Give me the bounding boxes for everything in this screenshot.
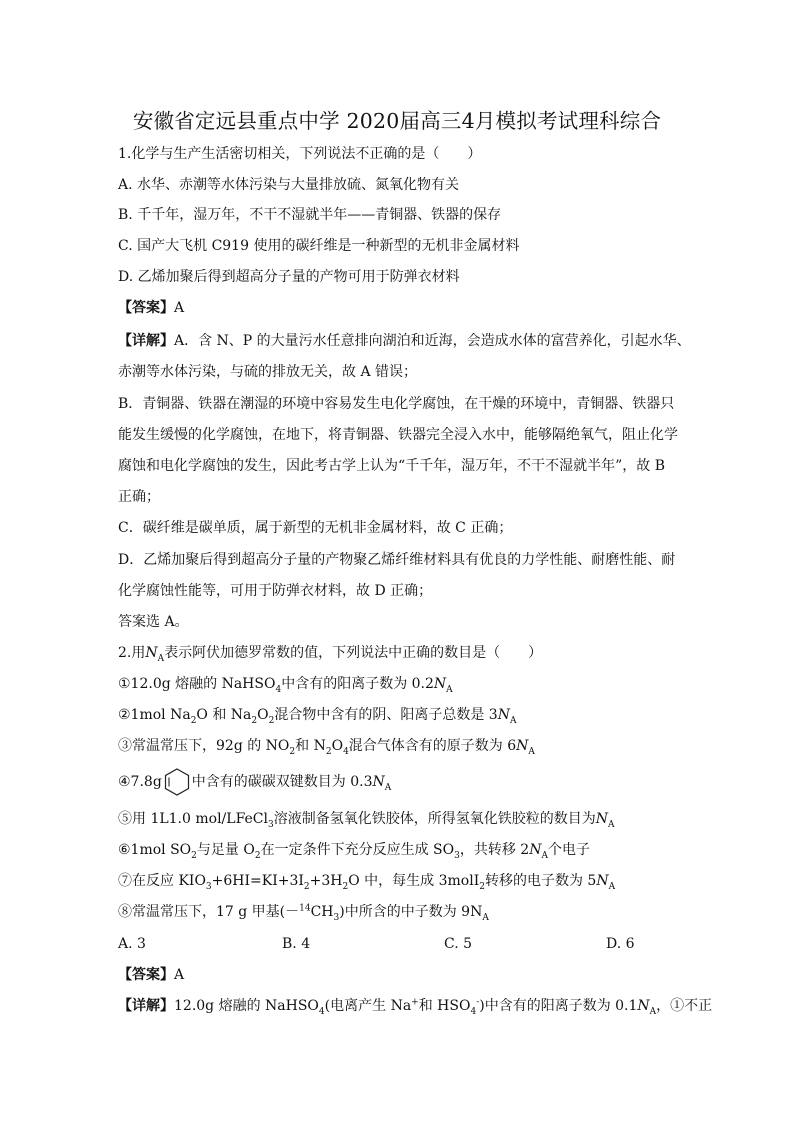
q2-item-1-na: N xyxy=(433,676,447,692)
q2-item-6-text-a: ⑥1mol SO xyxy=(118,842,192,858)
q2-item-6-text-h: 个电子 xyxy=(547,842,590,858)
q2-item-8-text-a: ⑧常温常压下，17 g 甲基(－ xyxy=(118,904,300,920)
q2-item-8-na-sub: A xyxy=(482,912,489,923)
q2-item-2-text-e: O xyxy=(257,707,269,723)
q1-detail-line-9: 化学腐蚀性能等，可用于防弹衣材料，故 D 正确； xyxy=(118,583,433,599)
q1-option-c: C. 国产大飞机 C919 使用的碳纤维是一种新型的无机非金属材料 xyxy=(118,238,520,254)
q2-item-6-sub-f: 3 xyxy=(454,850,460,861)
q1-answer-label: 【答案】 xyxy=(118,300,174,316)
q2-item-5 xyxy=(118,809,614,829)
q2-item-6 xyxy=(118,840,590,860)
q2-detail-text-c: (电离产生 Na xyxy=(324,998,412,1014)
q2-answer xyxy=(118,965,184,985)
q2-item-6-text-g: ，共转移 2 xyxy=(459,842,530,858)
q1-answer xyxy=(118,298,184,318)
q2-item-4-text-a: ④7.8g xyxy=(118,774,162,790)
q2-item-2-text-g: 混合物中含有的阴、阳离子总数是 3 xyxy=(274,707,498,723)
page-title: 安徽省定远县重点中学 2020届高三4月模拟考试理科综合 xyxy=(132,109,662,133)
q2-item-7-sub-h: 2 xyxy=(479,881,485,892)
q2-item-7-text-e: +3H xyxy=(309,873,343,889)
q2-stem-pre: 2.用 xyxy=(118,645,146,661)
q2-item-8-text-e: )中所含的中子数为 9N xyxy=(339,904,483,920)
q2-item-7-text-a: ⑦在反应 KIO xyxy=(118,873,206,889)
q2-detail-text-e: 和 HSO xyxy=(418,998,471,1014)
q1-detail-line-8: D．乙烯加聚后得到超高分子量的产物聚乙烯纤维材料具有优良的力学性能、耐磨性能、耐 xyxy=(118,552,676,568)
q2-detail-sub-b: 4 xyxy=(318,1006,325,1017)
q2-detail-text-i: ，①不正 xyxy=(656,998,713,1014)
q2-item-1-text-c: 中含有的阳离子数为 0.2 xyxy=(281,676,434,692)
q2-item-3 xyxy=(118,736,535,756)
q2-item-1-sub: 4 xyxy=(275,684,282,695)
q2-item-2-sub-d: 2 xyxy=(251,715,258,726)
q2-item-7-sub-b: 3 xyxy=(205,881,212,892)
q2-detail-text-h: )中含有的阳离子数为 0.1 xyxy=(479,998,638,1014)
q1-detail-line-1 xyxy=(118,331,691,351)
q2-item-6-sub-d: 2 xyxy=(254,850,261,861)
q2-item-3-text-c: 和 N xyxy=(295,738,326,754)
q2-option-a: A. 3 xyxy=(118,936,146,952)
q2-item-2-na-sub: A xyxy=(509,715,517,726)
q2-item-4-text-b: 中含有的碳碳双键数目为 0.3 xyxy=(191,774,373,790)
q2-item-2 xyxy=(118,705,516,725)
q2-option-b: B. 4 xyxy=(282,936,311,952)
q2-item-3-na: N xyxy=(516,738,529,754)
q2-detail-sup-d: + xyxy=(411,997,419,1008)
q1-detail-line-6: 正确； xyxy=(118,489,160,505)
q1-detail-line-4: 能发生缓慢的化学腐蚀，在地下，将青铜器、铁器完全浸入水中，能够隔绝氧气，阻止化学 xyxy=(118,427,678,443)
q2-item-1-text-a: ①12.0g 熔融的 NaHSO xyxy=(118,676,276,692)
q2-item-2-text-a: ②1mol Na xyxy=(118,707,191,723)
q2-item-7-text-g: O 中，每生成 3molI xyxy=(348,873,480,889)
q2-answer-label: 【答案】 xyxy=(118,967,174,983)
q1-detail-line-5: 腐蚀和电化学腐蚀的发生，因此考古学上认为“千千年，湿万年，不干不湿就半年”，故 B xyxy=(118,458,666,474)
q2-item-2-text-c: O 和 Na xyxy=(196,707,252,723)
q1-stem: 1.化学与生产生活密切相关，下列说法不正确的是（ ） xyxy=(118,146,482,162)
q2-item-1-na-sub: A xyxy=(446,684,453,695)
q2-item-5-na-sub: A xyxy=(607,819,615,830)
q2-item-7-sub-f: 2 xyxy=(342,881,349,892)
q2-item-7 xyxy=(118,871,615,891)
q2-item-3-sub-b: 2 xyxy=(289,746,296,757)
q2-item-8-sup-b: 14 xyxy=(299,903,311,914)
q2-item-6-text-e: 在一定条件下充分反应生成 SO xyxy=(260,842,455,858)
q2-item-7-sub-d: 2 xyxy=(303,881,310,892)
q2-item-3-text-g: 混合气体含有的原子数为 6 xyxy=(348,738,517,754)
q1-detail-line-7: C．碳纤维是碳单质，属于新型的无机非金属材料，故 C 正确； xyxy=(118,520,513,536)
q2-item-1 xyxy=(118,674,453,694)
q2-item-8-sub-d: 3 xyxy=(333,912,340,923)
q2-detail-label: 【详解】 xyxy=(118,998,174,1014)
q2-item-7-na: N xyxy=(596,873,609,889)
q2-item-6-na-sub: A xyxy=(541,850,548,861)
q2-item-3-sub-d: 2 xyxy=(325,746,332,757)
q1-answer-value: A xyxy=(174,300,185,316)
q2-item-6-text-c: 与足量 O xyxy=(196,842,255,858)
q2-item-6-sub-b: 2 xyxy=(191,850,197,861)
q2-detail-sup-g: - xyxy=(476,997,480,1008)
q2-item-7-text-c: +6HI=KI+3I xyxy=(211,873,304,889)
q2-stem xyxy=(118,643,542,663)
q1-option-b: B. 千千年，湿万年，不干不湿就半年——青铜器、铁器的保存 xyxy=(118,207,502,223)
q2-item-4-na: N xyxy=(372,774,385,790)
q2-item-7-text-i: 转移的电子数为 5 xyxy=(484,873,597,889)
q2-item-5-text-a: ⑤用 1L1.0 mol/LFeCl xyxy=(118,811,268,827)
q2-option-d: D. 6 xyxy=(606,936,635,952)
q1-detail-text: A．含 N、P 的大量污水任意排向湖泊和近海，会造成水体的富营养化，引起水华、 xyxy=(174,333,691,349)
q2-item-2-sub-b: 2 xyxy=(190,715,197,726)
q1-option-d: D. 乙烯加聚后得到超高分子量的产物可用于防弹衣材料 xyxy=(118,269,460,285)
q2-answer-value: A xyxy=(174,967,185,983)
q2-na-sub: A xyxy=(157,653,165,664)
q1-conclusion: 答案选 A。 xyxy=(118,614,189,630)
q2-item-2-na: N xyxy=(497,707,510,723)
q2-detail-na-sub: A xyxy=(649,1006,657,1017)
q2-item-7-na-sub: A xyxy=(608,881,616,892)
q2-detail-sub-f: 4 xyxy=(470,1006,477,1017)
q2-item-5-na: N xyxy=(595,811,608,827)
q2-item-8 xyxy=(118,902,489,922)
q1-detail-label: 【详解】 xyxy=(118,333,174,349)
q2-item-2-sub-f: 2 xyxy=(268,715,275,726)
q2-item-5-text-c: 溶液制备氢氧化铁胶体，所得氢氧化铁胶粒的数目为 xyxy=(273,811,596,827)
q2-item-6-na: N xyxy=(529,842,542,858)
q2-detail-na: N xyxy=(637,998,650,1014)
q2-stem-post: 表示阿伏加德罗常数的值，下列说法中正确的数目是（ ） xyxy=(164,645,543,661)
q2-detail-line-1 xyxy=(118,996,712,1016)
q2-detail-text-a: 12.0g 熔融的 NaHSO xyxy=(174,998,319,1014)
q1-detail-line-2: 赤潮等水体污染，与硫的排放无关，故 A 错误； xyxy=(118,364,418,380)
benzene-ring-icon xyxy=(163,767,191,797)
q1-option-a: A. 水华、赤潮等水体污染与大量排放硫、氮氧化物有关 xyxy=(118,177,460,193)
q2-item-3-na-sub: A xyxy=(528,746,535,757)
q1-detail-line-3: B．青铜器、铁器在潮湿的环境中容易发生电化学腐蚀，在干燥的环境中，青铜器、铁器只 xyxy=(118,396,675,412)
q2-na-symbol: N xyxy=(145,645,158,661)
q2-item-5-sub-b: 3 xyxy=(268,819,274,830)
q2-item-3-text-a: ③常温常压下，92g 的 NO xyxy=(118,738,290,754)
q2-item-4 xyxy=(118,767,391,793)
q2-option-c: C. 5 xyxy=(444,936,473,952)
q2-item-8-text-c: CH xyxy=(310,904,334,920)
q2-item-3-text-e: O xyxy=(331,738,344,754)
q2-item-3-sub-f: 4 xyxy=(343,746,349,757)
q2-item-4-na-sub: A xyxy=(384,782,392,793)
